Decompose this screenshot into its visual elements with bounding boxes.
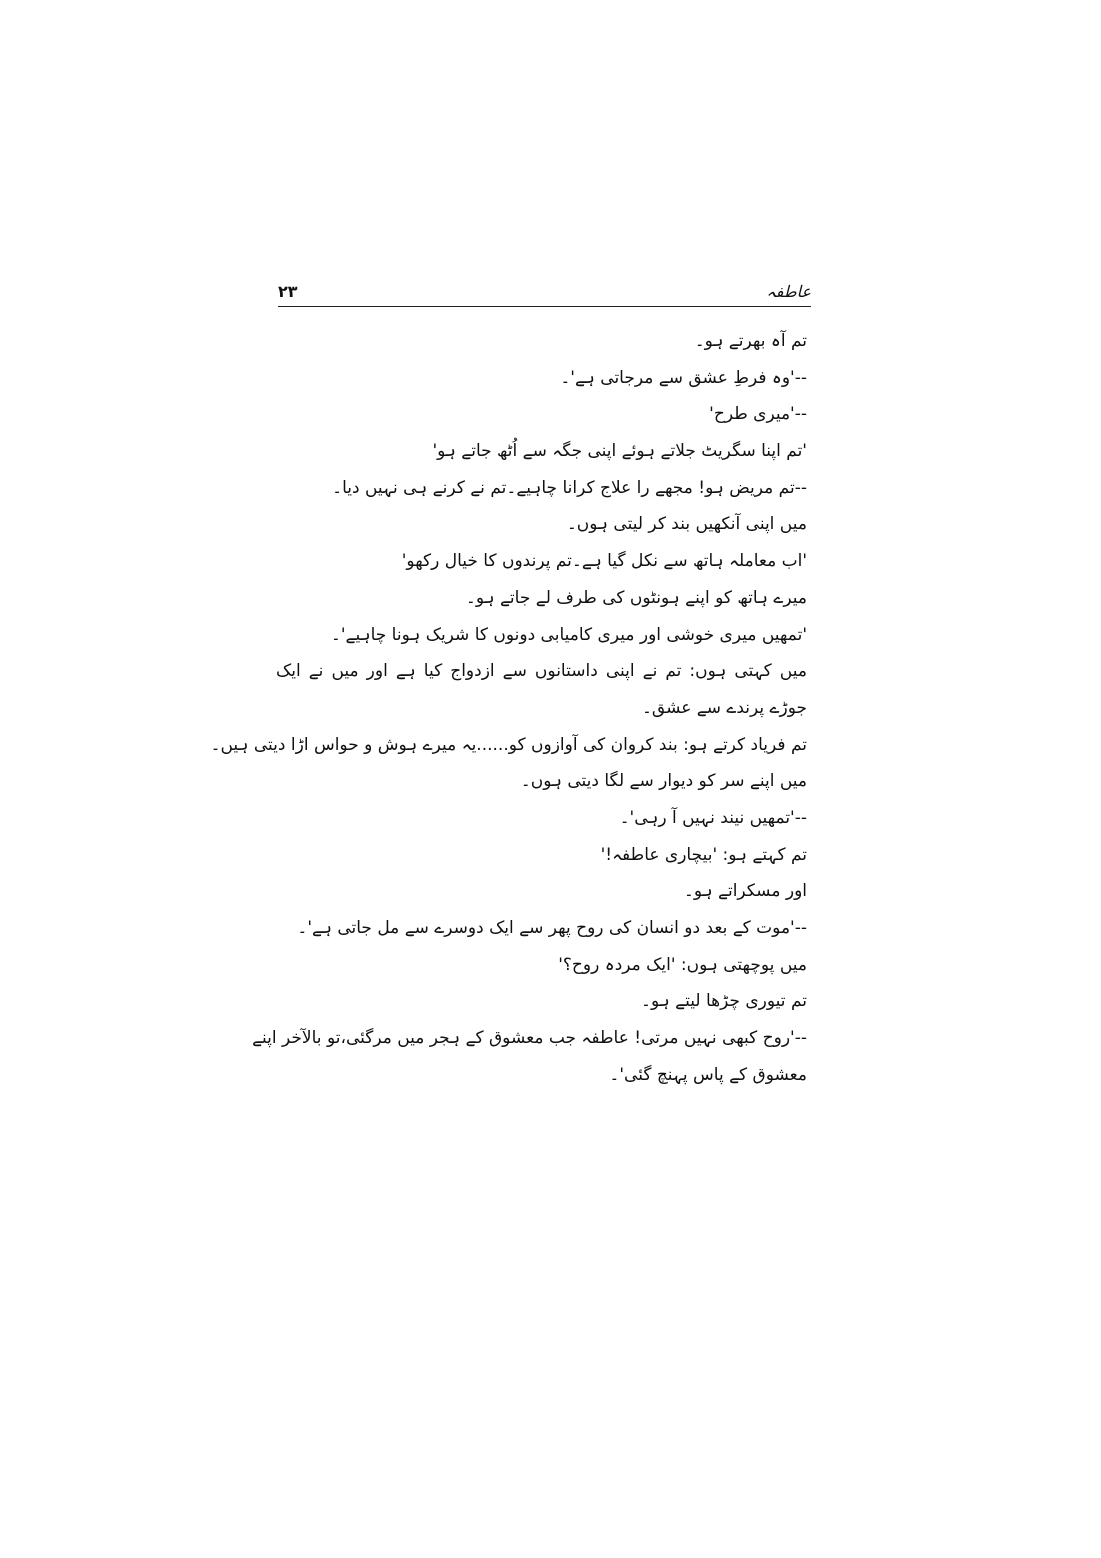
text-line: --'روح کبھی نہیں مرتی! عاطفہ جب معشوق کے ہجر میں مرگئی،تو بالآخر اپنے (252, 1028, 807, 1049)
text-line: تم کہتے ہو: 'بیچاری عاطفہ!' (600, 844, 807, 865)
text-line: --'تمھیں نیند نہیں آ رہی'۔ (619, 807, 807, 828)
body-text (210, 323, 807, 1093)
header-rule (278, 306, 811, 307)
text-line: --'موت کے بعد دو انسان کی روح پھر سے ایک دوسرے سے مل جاتی ہے'۔ (297, 918, 807, 938)
page-header (278, 280, 811, 304)
text-line: میں اپنی آنکھیں بند کر لیتی ہوں۔ (566, 514, 807, 535)
text-line: 'اب معاملہ ہاتھ سے نکل گیا ہے۔تم پرندوں کا خیال رکھو' (401, 551, 807, 572)
page-number: ۲۳ (278, 282, 298, 301)
text-line: میں پوچھتی ہوں: 'ایک مردہ روح؟' (558, 954, 807, 975)
text-line: تم تیوری چڑھا لیتے ہو۔ (641, 991, 807, 1012)
text-line: --'میری طرح' (709, 404, 807, 425)
text-line: جوڑے پرندے سے عشق۔ (641, 697, 807, 718)
text-line: 'تم اپنا سگریٹ جلاتے ہوئے اپنی جگہ سے اُٹھ جاتے ہو' (432, 441, 807, 462)
text-line: --'وہ فرطِ عشق سے مرجاتی ہے'۔ (560, 367, 807, 388)
text-line: میں اپنے سر کو دیوار سے لگا دیتی ہوں۔ (520, 771, 807, 792)
text-line: تم فریاد کرتے ہو: بند کروان کی آوازوں کو......یہ میرے ہوش و حواس اڑا دیتی ہیں۔ (210, 734, 807, 755)
text-line: میرے ہاتھ کو اپنے ہونٹوں کی طرف لے جاتے ہو۔ (465, 587, 807, 608)
text-line: اور مسکراتے ہو۔ (683, 881, 807, 902)
text-line: معشوق کے پاس پہنچ گئی'۔ (609, 1064, 807, 1085)
text-line: --تم مریض ہو! مجھے را علاج کرانا چاہیے۔تم نے کرنے ہی نہیں دیا۔ (332, 477, 807, 498)
running-title: عاطفہ (766, 282, 811, 301)
text-line: 'تمھیں میری خوشی اور میری کامیابی دونوں کا شریک ہونا چاہیے'۔ (330, 624, 807, 645)
text-line: تم آہ بھرتے ہو۔ (694, 331, 807, 351)
text-line: میں کہتی ہوں: تم نے اپنی داستانوں سے ازدواج کیا ہے اور میں نے ایک (276, 661, 807, 682)
